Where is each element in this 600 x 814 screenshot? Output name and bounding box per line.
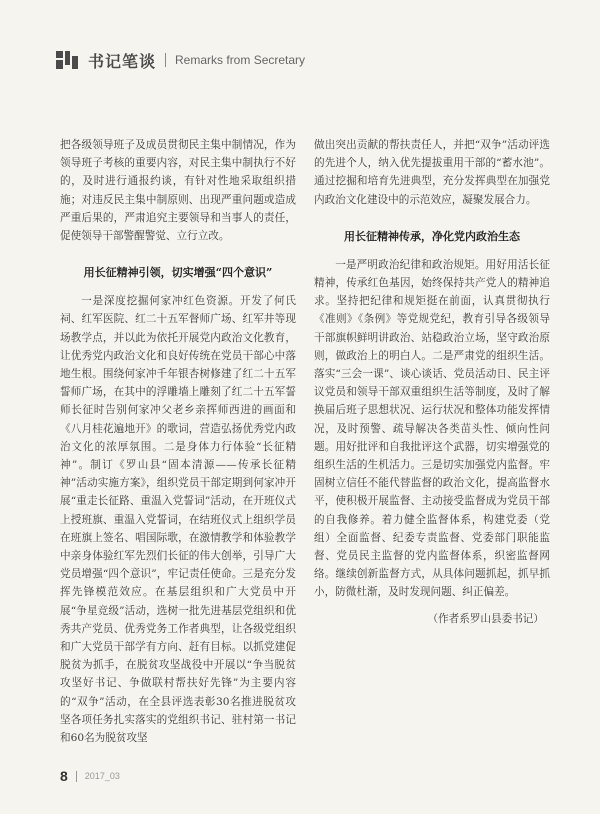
left-column	[60, 136, 296, 747]
section-title-en: Remarks from Secretary	[175, 53, 306, 67]
author-note: （作者系罗山县委书记）	[427, 612, 544, 625]
page-header	[56, 48, 305, 72]
page-number: 8	[60, 768, 68, 784]
paragraph-continued: 做出突出贡献的帮扶责任人，并把“双争”活动评选的先进个人，纳入优先提拔重用干部的“蓄水池”。通过挖掘和培育先进典型，充分发挥典型在加强党内政治文化建设中的示范效应，凝聚发展合力。	[314, 139, 550, 206]
header-divider	[165, 53, 166, 67]
section-title-cn: 书记笔谈	[88, 51, 157, 71]
section-logo-icon	[56, 51, 78, 69]
section-heading: 用长征精神引领，切实增强“四个意识”	[83, 266, 273, 280]
paragraph: 一是深度挖掘何家冲红色资源。开发了何氏祠、红军医院、红二十五军督师广场、红军井等现场教学点，并以此为依托开展党内政治文化教育，让优秀党内政治文化和良好传统在党员干部心中落地生根。围绕何家冲千年银杏树修建了红二十五军誓师广场，在其中的浮雕墙上雕刻了红二十五军誓师长征时告别何家冲父老乡亲挥师西进的画面和《八月桂花遍地开》的歌词，营造弘扬优秀党内政治文化的浓厚氛围。二是身体力行体验“长征精神”。制订《罗山县“固本清源——传承长征精神”活动实施方案》，组织党员干部定期到何家冲开展“重走长征路、重温入党誓词”活动，在开班仪式上授班旗、重温入党誓词，在结班仪式上组织学员在班旗上签名、唱国际歌，在激情教学和体验教学中亲身体验红军先烈们长征的伟大创举，引导广大党员增强“四个意识”，牢记责任使命。三是充分发挥先锋模范效应。在基层组织和广大党员中开展“争星竞级”活动，选树一批先进基层党组织和优秀共产党员、优秀党务工作者典型，让各级党组织和广大党员干部学有方向、赶有目标。以抓党建促脱贫为抓手，在脱贫攻坚战役中开展以“争当脱贫攻坚好书记、争做联村帮扶好先锋”为主要内容的“双争”活动，在全县评选表彰30名推进脱贫攻坚各项任务扎实落实的党组织书记、驻村第一书记和60名为脱贫攻坚	[60, 295, 296, 745]
right-column	[314, 136, 550, 628]
section-heading: 用长征精神传承，净化党内政治生态	[344, 229, 520, 243]
page-footer	[60, 768, 120, 784]
paragraph-continued: 把各级领导班子及成员贯彻民主集中制情况，作为领导班子考核的重要内容，对民主集中制执行不好的，及时进行通报约谈，有针对性地采取组织措施；对违反民主集中制原则、出现严重问题或造成严重后果的，严肃追究主要领导和当事人的责任，促使领导干部警醒警觉、立行立改。	[60, 139, 296, 243]
paragraph: 一是严明政治纪律和政治规矩。用好用活长征精神，传承红色基因，始终保持共产党人的精神追求。坚持把纪律和规矩挺在前面，认真贯彻执行《准则》《条例》等党规党纪，教育引导各级领导干部旗帜鲜明讲政治、站稳政治立场，坚守政治原则，做政治上的明白人。二是严肃党的组织生活。落实“三会一课”、谈心谈话、党员活动日、民主评议党员和领导干部双重组织生活等制度，及时了解换届后班子思想状况、运行状况和整体功能发挥情况，及时预警、疏导解决各类苗头性、倾向性问题。用好批评和自我批评这个武器，切实增强党的组织生活的生机活力。三是切实加强党内监督。牢固树立信任不能代替监督的政治文化，提高监督水平，使积极开展监督、主动接受监督成为党员干部的自我修养。着力健全监督体系，构建党委（党组）全面监督、纪委专责监督、党委部门职能监督、党员民主监督的党内监督体系，织密监督网络。继续创新监督方式，从具体问题抓起，抓早抓小，防微杜渐，及时发现问题、纠正偏差。	[314, 258, 550, 599]
issue-label: 2017_03	[84, 771, 120, 781]
footer-divider	[76, 771, 77, 782]
